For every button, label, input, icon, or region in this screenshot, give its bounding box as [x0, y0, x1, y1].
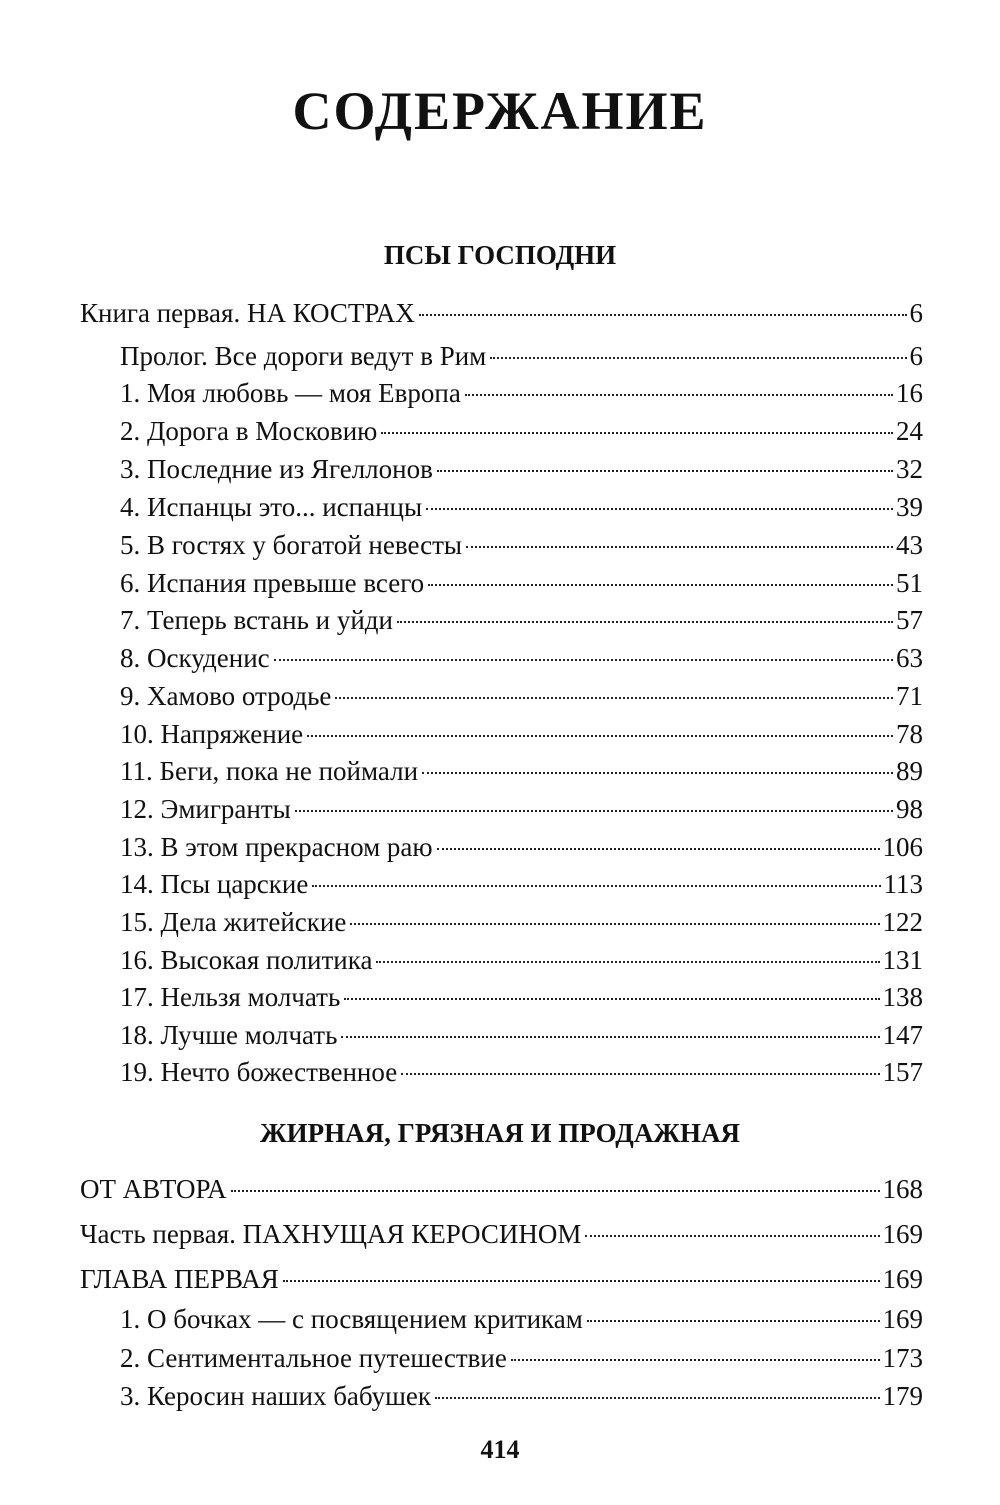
toc-entry-from-author[interactable] — [80, 1172, 923, 1206]
toc-entry-chapter-7[interactable] — [120, 603, 923, 637]
toc-entry-title: 1. Моя любовь — моя Европа — [120, 378, 461, 408]
dot-leader — [437, 470, 893, 472]
toc-entry-chapter-6[interactable] — [120, 566, 923, 600]
toc-entry-title: 5. В гостях у богатой невесты — [120, 530, 463, 560]
toc-entry-chapter-19[interactable] — [120, 1055, 923, 1089]
toc-entry-page: 168 — [882, 1174, 923, 1204]
toc-entry-page: 57 — [896, 605, 923, 635]
toc-entry-chapter-9[interactable] — [120, 679, 923, 713]
toc-entry-page: 16 — [896, 378, 923, 408]
dot-leader — [231, 1190, 880, 1192]
toc-entry-title: 17. Нельзя молчать — [120, 982, 341, 1012]
toc-entry-chapter-18[interactable] — [120, 1018, 923, 1052]
dot-leader — [401, 1073, 879, 1075]
dot-leader — [587, 1320, 880, 1322]
toc-entry-chapter-10[interactable] — [120, 717, 923, 751]
toc-entry-title: 11. Беги, пока не поймали — [120, 756, 419, 786]
toc-entry-page: 179 — [882, 1381, 923, 1411]
dot-leader — [341, 1036, 879, 1038]
toc-entry-chapter-12[interactable] — [120, 792, 923, 826]
dot-leader — [490, 357, 906, 359]
toc-entry-chapter-1[interactable] — [120, 376, 923, 410]
toc-entry-title: 10. Напряжение — [120, 719, 304, 749]
toc-entry-title: 3. Керосин наших бабушек — [120, 1381, 432, 1411]
toc-entry-title: ГЛАВА ПЕРВАЯ — [80, 1264, 279, 1294]
toc-entry-chapter-15[interactable] — [120, 905, 923, 939]
dot-leader — [466, 546, 893, 548]
toc-entry-title: 6. Испания превыше всего — [120, 568, 425, 598]
dot-leader — [437, 848, 880, 850]
toc-entry-chapter-16[interactable] — [120, 943, 923, 977]
dot-leader — [350, 923, 879, 925]
dot-leader — [465, 394, 893, 396]
toc-entry-chapter-5[interactable] — [120, 528, 923, 562]
toc-entry-title: 15. Дела житейские — [120, 907, 347, 937]
toc-entry-page: 24 — [896, 416, 923, 446]
toc-entry-title: Книга первая. НА КОСТРАХ — [80, 298, 415, 328]
dot-leader — [283, 1280, 880, 1282]
toc-entry-page: 6 — [909, 298, 923, 328]
toc-entry-title: 4. Испанцы это... испанцы — [120, 492, 423, 522]
toc-entry-page: 39 — [896, 492, 923, 522]
toc-entry-title: Часть первая. ПАХНУЩАЯ КЕРОСИНОМ — [80, 1219, 582, 1249]
dot-leader — [295, 810, 893, 812]
toc-entry-book-one[interactable] — [80, 296, 923, 330]
toc-entry-page: 147 — [882, 1020, 923, 1050]
toc-entry-page: 51 — [896, 568, 923, 598]
toc-entry-title: 1. О бочках — с посвящением критикам — [120, 1304, 583, 1334]
toc-entry-p2-chapter-2[interactable] — [120, 1341, 923, 1375]
toc-entry-page: 122 — [882, 907, 923, 937]
section-heading-zhirnaya: ЖИРНАЯ, ГРЯЗНАЯ И ПРОДАЖНАЯ — [259, 1118, 741, 1148]
toc-entry-page: 63 — [896, 643, 923, 673]
toc-entry-title: 16. Высокая политика — [120, 945, 373, 975]
toc-entry-title: 8. Оскуденис — [120, 643, 270, 673]
toc-entry-chapter-14[interactable] — [120, 867, 923, 901]
toc-entry-title: 2. Дорога в Московию — [120, 416, 378, 446]
toc-entry-part-one[interactable] — [80, 1217, 923, 1251]
dot-leader — [419, 314, 907, 316]
toc-entry-title: 14. Псы царские — [120, 869, 309, 899]
toc-entry-page: 157 — [882, 1057, 923, 1087]
toc-entry-chapter-2[interactable] — [120, 414, 923, 448]
toc-entry-page: 71 — [896, 681, 923, 711]
toc-entry-chapter-17[interactable] — [120, 980, 923, 1014]
toc-entry-page: 32 — [896, 454, 923, 484]
toc-entry-title: 18. Лучше молчать — [120, 1020, 338, 1050]
toc-entry-page: 173 — [882, 1343, 923, 1373]
toc-entry-page: 169 — [882, 1304, 923, 1334]
dot-leader — [307, 735, 893, 737]
dot-leader — [381, 432, 893, 434]
toc-entry-page: 138 — [882, 982, 923, 1012]
toc-entry-title: 2. Сентиментальное путешествие — [120, 1343, 507, 1373]
toc-entry-title: 9. Хамово отродье — [120, 681, 332, 711]
dot-leader — [435, 1397, 879, 1399]
toc-entry-title: Пролог. Все дороги ведут в Рим — [120, 341, 487, 371]
dot-leader — [585, 1235, 879, 1237]
toc-entry-page: 169 — [882, 1264, 923, 1294]
toc-entry-chapter-8[interactable] — [120, 641, 923, 675]
toc-entry-page: 6 — [909, 341, 923, 371]
toc-entry-title: 13. В этом прекрасном раю — [120, 832, 433, 862]
dot-leader — [428, 584, 893, 586]
dot-leader — [422, 772, 893, 774]
dot-leader — [274, 659, 893, 661]
toc-entry-chapter-13[interactable] — [120, 830, 923, 864]
toc-entry-chapter-11[interactable] — [120, 754, 923, 788]
toc-entry-title: 7. Теперь встань и уйди — [120, 605, 393, 635]
toc-entry-chapter-4[interactable] — [120, 490, 923, 524]
toc-entry-title: 3. Последние из Ягеллонов — [120, 454, 433, 484]
toc-entry-page: 113 — [883, 869, 923, 899]
dot-leader — [397, 621, 893, 623]
toc-entry-page: 89 — [896, 756, 923, 786]
toc-entry-chapter-one-heading[interactable] — [80, 1262, 923, 1296]
section-heading-psy-gospodni: ПСЫ ГОСПОДНИ — [383, 240, 617, 270]
toc-entry-page: 131 — [882, 945, 923, 975]
toc-entry-page: 43 — [896, 530, 923, 560]
toc-entry-page: 98 — [896, 794, 923, 824]
toc-entry-p2-chapter-3[interactable] — [120, 1379, 923, 1413]
toc-entry-page: 106 — [882, 832, 923, 862]
toc-entry-chapter-3[interactable] — [120, 452, 923, 486]
dot-leader — [312, 885, 880, 887]
toc-entry-title: 19. Нечто божественное — [120, 1057, 398, 1087]
toc-entry-page: 169 — [882, 1219, 923, 1249]
toc-entry-title: ОТ АВТОРА — [80, 1174, 227, 1204]
dot-leader — [344, 998, 879, 1000]
toc-entry-page: 78 — [896, 719, 923, 749]
dot-leader — [426, 508, 893, 510]
toc-entry-title: 12. Эмигранты — [120, 794, 291, 824]
toc-entry-prologue[interactable] — [120, 339, 923, 373]
page-number: 414 — [480, 1435, 520, 1464]
page-title: СОДЕРЖАНИЕ — [292, 81, 708, 141]
toc-entry-p2-chapter-1[interactable] — [120, 1302, 923, 1336]
dot-leader — [335, 697, 893, 699]
dot-leader — [511, 1359, 880, 1361]
dot-leader — [376, 961, 879, 963]
